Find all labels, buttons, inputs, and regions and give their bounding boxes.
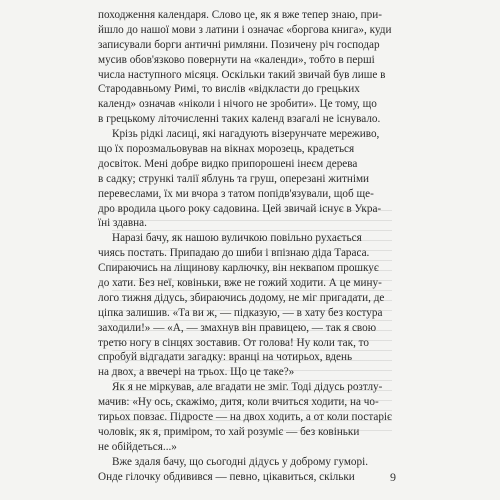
page-number: 9 <box>390 470 396 484</box>
text-line: їні здавна. <box>98 217 147 230</box>
text-line: тирьох повзає. Підросте — на двох ходить, а от коли постаріє <box>98 411 392 424</box>
text-line: чоловік, як я, приміром, то хай розуміє — без ковіньки <box>98 425 360 438</box>
text-line: мусив обов'язково повернути на «календи», тобто в перші <box>98 53 375 66</box>
text-line: походження календаря. Слово це, як я вже тепер знаю, при- <box>98 9 382 21</box>
text-line: заходили!» — «А, — змахнув він правицею, — так я свою <box>98 321 377 334</box>
text-line: мачив: «Ну ось, скажімо, дитя, коли вчиться ходити, на чо- <box>98 396 379 409</box>
page-body-text <box>98 8 400 485</box>
text-line: ціпка залишив. «Та ви ж, — підказую, — в хату без костура <box>98 306 383 319</box>
text-line: Онде гілочку обдивився — певно, цікавиться, скільки <box>98 470 355 483</box>
text-line: досвіток. Мені добре видко припорошені інеєм дерева <box>98 157 358 170</box>
text-line: Стародавньому Римі, то вислів «відкласти до грецьких <box>98 83 360 96</box>
paragraph-start-line: Як я не міркував, але вгадати не зміг. Тоді дідусь розтлу- <box>112 381 383 394</box>
text-line: на двох, а ввечері на трьох. Що це таке?» <box>98 366 295 379</box>
text-line: лого тижня дідусь, збираючись додому, не міг пригадати, де <box>98 291 385 304</box>
paragraph-start-line: Крізь рідкі ласиці, які нагадують візерунчате мереживо, <box>112 128 380 141</box>
text-line: записували борги античні римляни. Позичену річ господар <box>98 38 380 51</box>
text-line: перевеслами, їх ми вчора з татом попідв'язували, щоб ще- <box>98 187 374 200</box>
text-line: дро вродила цього року садовина. Цей звичай існує в Укра- <box>98 202 382 215</box>
text-line: числа наступного місяця. Оскільки такий звичай був лише в <box>98 68 386 81</box>
text-line: Спираючись на ліщинову карлючку, він неквапом прошкує <box>98 262 379 275</box>
text-line: спробуй відгадати загадку: вранці на чотирьох, вдень <box>98 351 353 364</box>
text-line: не обійдеться...» <box>98 440 177 453</box>
text-line: що їх порозмальовував на вікнах морозець, крадеться <box>98 143 355 156</box>
paragraph-start-line: Вже здаля бачу, що сьогодні дідусь у доброму гуморі. <box>112 455 369 468</box>
text-line: йшло до нашої мови з латини і означає «боргова книга», куди <box>98 23 392 36</box>
text-line: календ» означав «ніколи і нічого не зробити». Це тому, що <box>98 98 377 111</box>
text-line: чиясь постать. Припадаю до шиби і впізнаю діда Тараса. <box>98 247 370 260</box>
text-line: в садку; стрункі талії яблунь та груш, оперезані житніми <box>98 172 370 185</box>
paragraph-start-line: Наразі бачу, як нашою вуличкою повільно рухається <box>112 232 362 245</box>
text-line: третю ногу в сінцях зоставив. От голова! Ну коли так, то <box>98 336 370 349</box>
text-line: в грецькому літочисленні таких календ взагалі не існувало. <box>98 113 381 126</box>
text-line: до хати. Без неї, ковіньки, вже не гожий ходити. А це мину- <box>98 277 382 290</box>
